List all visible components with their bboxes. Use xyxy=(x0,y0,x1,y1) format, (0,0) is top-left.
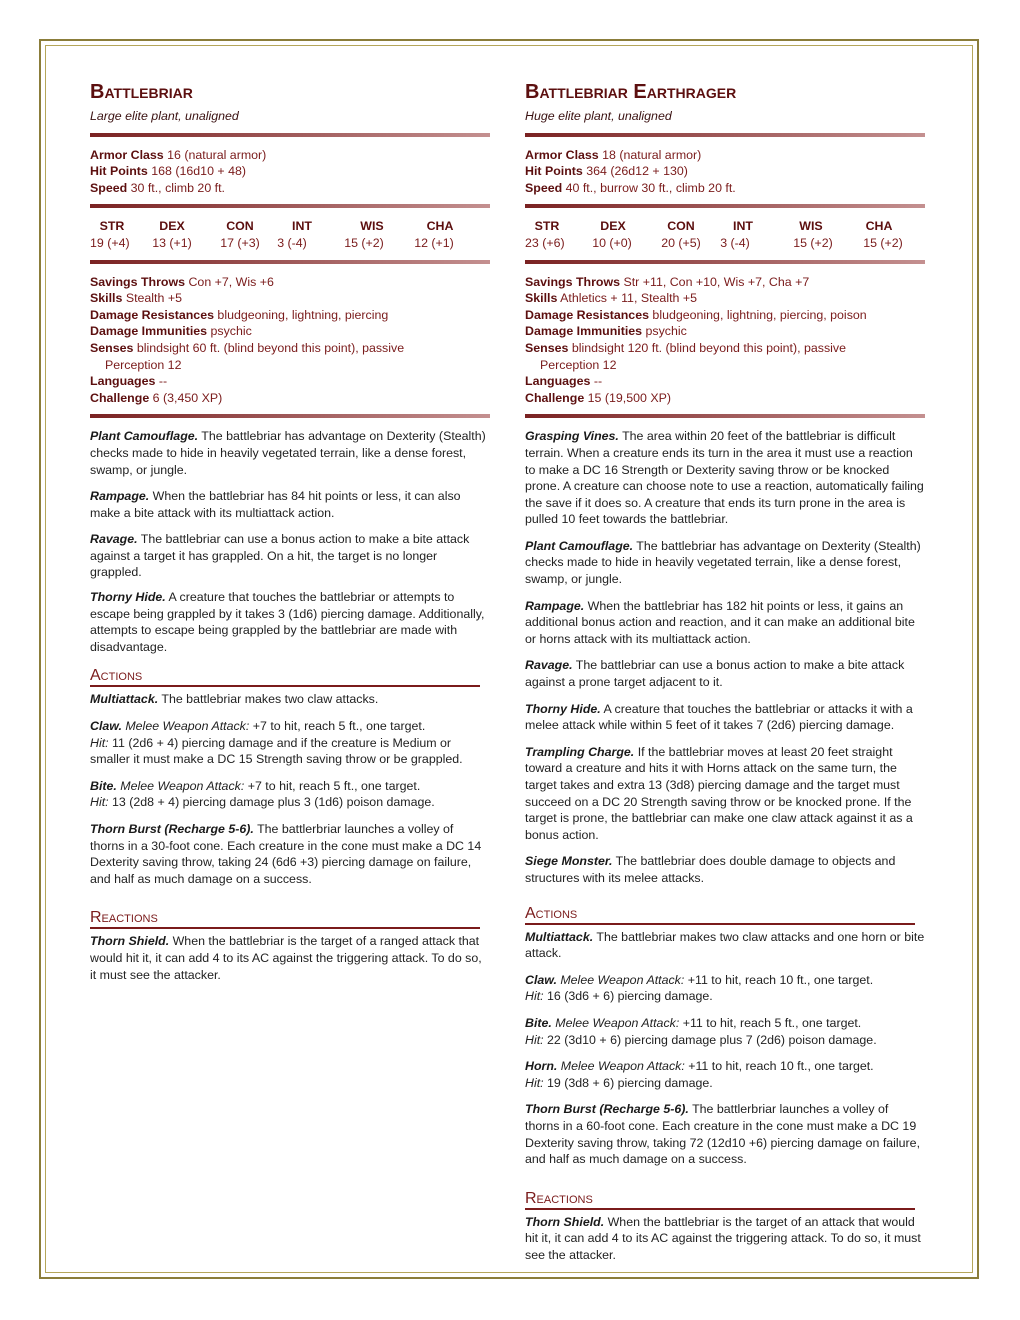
divider xyxy=(525,133,925,137)
action-thorn-burst: Thorn Burst (Recharge 5-6). The battlerbriar launches a volley of thorns in a 60-foot cone. Each creature in the cone must make a DC 19 Dexterity saving throw, taking 72 (12d10 +6) piercing damage on failure, and half as much damage on a success. xyxy=(525,1102,921,1167)
saving-throws: Savings Throws Con +7, Wis +6 xyxy=(90,274,274,289)
ability-header: CON xyxy=(226,219,254,234)
creature-name: Battlebriar xyxy=(90,81,193,103)
trait: Rampage. When the battlebriar has 84 hit points or less, it can also make a bite attack with its multiattack action. xyxy=(90,489,461,520)
speed: Speed 30 ft., climb 20 ft. xyxy=(90,180,225,195)
divider xyxy=(90,204,490,208)
trait: Plant Camouflage. The battlebriar has advantage on Dexterity (Stealth) checks made to hide in heavily vegetated terrain, like a dense forest, swamp, or jungle. xyxy=(525,538,921,587)
actions-heading: Actions xyxy=(90,667,480,687)
ability-header: CON xyxy=(667,219,695,234)
senses-continued: Perception 12 xyxy=(540,357,617,372)
divider xyxy=(90,133,490,137)
skills: Skills Athletics + 11, Stealth +5 xyxy=(525,291,697,306)
action-claw: Claw. Melee Weapon Attack: +11 to hit, reach 10 ft., one target. Hit: 16 (3d6 + 6) piercing damage. xyxy=(525,972,874,1004)
hit-points: Hit Points 364 (26d12 + 130) xyxy=(525,164,688,179)
armor-class: Armor Class 16 (natural armor) xyxy=(90,147,267,162)
statblock-battlebriar-earthrager xyxy=(525,80,925,1263)
ability-header: WIS xyxy=(799,219,823,234)
ability-header: STR xyxy=(534,219,560,234)
actions-heading: Actions xyxy=(525,905,915,925)
creature-type: Huge elite plant, unaligned xyxy=(525,109,672,123)
ability-header: STR xyxy=(99,219,125,234)
action-bite: Bite. Melee Weapon Attack: +11 to hit, reach 5 ft., one target. Hit: 22 (3d10 + 6) piercing damage plus 7 (2d6) poison damage. xyxy=(525,1015,877,1047)
ability-header: DEX xyxy=(159,219,185,234)
trait: Ravage. The battlebriar can use a bonus action to make a bite attack against a target it has grappled. On a hit, the target is no longer grappled. xyxy=(90,532,470,580)
trait: Thorny Hide. A creature that touches the battlebriar or attempts to escape being grappled by it takes 3 (1d6) piercing damage. Additionally, attempts to escape being grappled by the battlebriar are made with disadvantage. xyxy=(90,590,485,654)
ability-headers xyxy=(525,218,925,235)
skills: Skills Stealth +5 xyxy=(90,291,182,306)
creature-type: Large elite plant, unaligned xyxy=(90,109,239,123)
damage-immunities: Damage Immunities psychic xyxy=(90,324,252,339)
reactions-heading: Reactions xyxy=(525,1190,915,1210)
action-multiattack: Multiattack. The battlebriar makes two claw attacks. xyxy=(90,692,379,707)
ability-value: 3 (-4) xyxy=(277,235,307,250)
challenge: Challenge 6 (3,450 XP) xyxy=(90,390,223,405)
ability-value: 12 (+1) xyxy=(414,235,454,250)
ability-value: 10 (+0) xyxy=(592,235,632,250)
reaction-thorn-shield: Thorn Shield. When the battlebriar is the target of a ranged attack that would hit it, it can add 4 to its AC against the triggering attack. To do so, it must see the attacker. xyxy=(90,934,482,982)
languages: Languages -- xyxy=(525,374,603,389)
senses: Senses blindsight 60 ft. (blind beyond this point), passive xyxy=(90,340,405,355)
reactions-heading: Reactions xyxy=(90,909,480,929)
ability-value: 19 (+4) xyxy=(90,235,130,250)
ability-value: 3 (-4) xyxy=(720,235,750,250)
speed: Speed 40 ft., burrow 30 ft., climb 20 ft. xyxy=(525,180,736,195)
saving-throws: Savings Throws Str +11, Con +10, Wis +7, Cha +7 xyxy=(525,274,810,289)
trait: Grasping Vines. The area within 20 feet of the battlebriar is difficult terrain. When a creature ends its turn in the area it must use a reaction to make a DC 16 Strength or Dexterity saving throw or be knocked prone. A creature can choose note to use a reaction, automatically failing the save if it does so. A creature that ends its turn prone in the area is pulled 10 feet towards the battlebriar. xyxy=(525,429,924,527)
ability-value: 15 (+2) xyxy=(793,235,833,250)
ability-headers xyxy=(90,218,490,235)
ability-header: CHA xyxy=(865,219,893,234)
languages: Languages -- xyxy=(90,374,168,389)
trait: Thorny Hide. A creature that touches the battlebriar or attacks it with a melee attack while within 5 feet of it takes 7 (2d6) piercing damage. xyxy=(525,701,913,733)
action-horn: Horn. Melee Weapon Attack: +11 to hit, reach 10 ft., one target. Hit: 19 (3d8 + 6) piercing damage. xyxy=(525,1059,874,1090)
trait: Rampage. When the battlebriar has 182 hit points or less, it gains an additional bonus action and reaction, and it can make an additional bite or horns attack with its multiattack action. xyxy=(525,598,915,646)
senses: Senses blindsight 120 ft. (blind beyond this point), passive xyxy=(525,340,846,355)
divider xyxy=(525,414,925,418)
armor-class: Armor Class 18 (natural armor) xyxy=(525,147,702,162)
creature-name: Battlebriar Earthrager xyxy=(525,81,737,103)
challenge: Challenge 15 (19,500 XP) xyxy=(525,390,672,405)
statblock-battlebriar xyxy=(90,80,490,983)
action-bite: Bite. Melee Weapon Attack: +7 to hit, reach 5 ft., one target. Hit: 13 (2d8 + 4) piercing damage plus 3 (1d6) poison damage. xyxy=(90,778,435,810)
trait: Ravage. The battlebriar can use a bonus action to make a bite attack against a prone target adjacent to it. xyxy=(525,658,905,690)
action-claw: Claw. Melee Weapon Attack: +7 to hit, reach 5 ft., one target. Hit: 11 (2d6 + 4) piercing damage and if the creature is Medium or smaller it must make a DC 15 Strength saving throw or be grappled. xyxy=(90,719,463,767)
ability-header: CHA xyxy=(426,219,454,234)
trait: Siege Monster. The battlebriar does double damage to objects and structures with its melee attacks. xyxy=(525,854,896,885)
action-thorn-burst: Thorn Burst (Recharge 5-6). The battlerbriar launches a volley of thorns in a 30-foot cone. Each creature in the cone must make a DC 14 Dexterity saving throw, taking 24 (6d6 +3) piercing damage on failure, and half as much damage on a success. xyxy=(90,822,482,886)
damage-resistances: Damage Resistances bludgeoning, lightning, piercing xyxy=(90,307,389,322)
divider xyxy=(90,260,490,264)
ability-header: DEX xyxy=(600,219,626,234)
ability-header: INT xyxy=(733,219,753,234)
divider xyxy=(525,260,925,264)
ability-value: 13 (+1) xyxy=(152,235,192,250)
ability-value: 23 (+6) xyxy=(525,235,565,250)
divider xyxy=(525,204,925,208)
damage-resistances: Damage Resistances bludgeoning, lightning, piercing, poison xyxy=(525,307,867,322)
trait: Plant Camouflage. The battlebriar has advantage on Dexterity (Stealth) checks made to hide in heavily vegetated terrain, like a dense forest, swamp, or jungle. xyxy=(90,429,486,477)
ability-value: 20 (+5) xyxy=(661,235,701,250)
ability-values xyxy=(90,235,490,252)
ability-header: INT xyxy=(292,219,312,234)
ability-value: 15 (+2) xyxy=(344,235,384,250)
trait: Trampling Charge. If the battlebriar moves at least 20 feet straight toward a creature and hits it with Horns attack on the same turn, the target takes and extra 13 (3d8) piercing damage and the target must succeed on a DC 20 Strength saving throw or be knocked prone. If the target is prone, the battlebriar can make one claw attack against it as a bonus action. xyxy=(525,744,913,842)
damage-immunities: Damage Immunities psychic xyxy=(525,324,687,339)
ability-values xyxy=(525,235,925,252)
divider xyxy=(90,414,490,418)
senses-continued: Perception 12 xyxy=(105,357,182,372)
ability-value: 17 (+3) xyxy=(220,235,260,250)
reaction-thorn-shield: Thorn Shield. When the battlebriar is the target of an attack that would hit it, it can add 4 to its AC against the triggering attack. To do so, it must see the attacker. xyxy=(525,1214,921,1262)
hit-points: Hit Points 168 (16d10 + 48) xyxy=(90,164,246,179)
ability-header: WIS xyxy=(360,219,384,234)
action-multiattack: Multiattack. The battlebriar makes two claw attacks and one horn or bite attack. xyxy=(525,929,925,961)
ability-value: 15 (+2) xyxy=(863,235,903,250)
